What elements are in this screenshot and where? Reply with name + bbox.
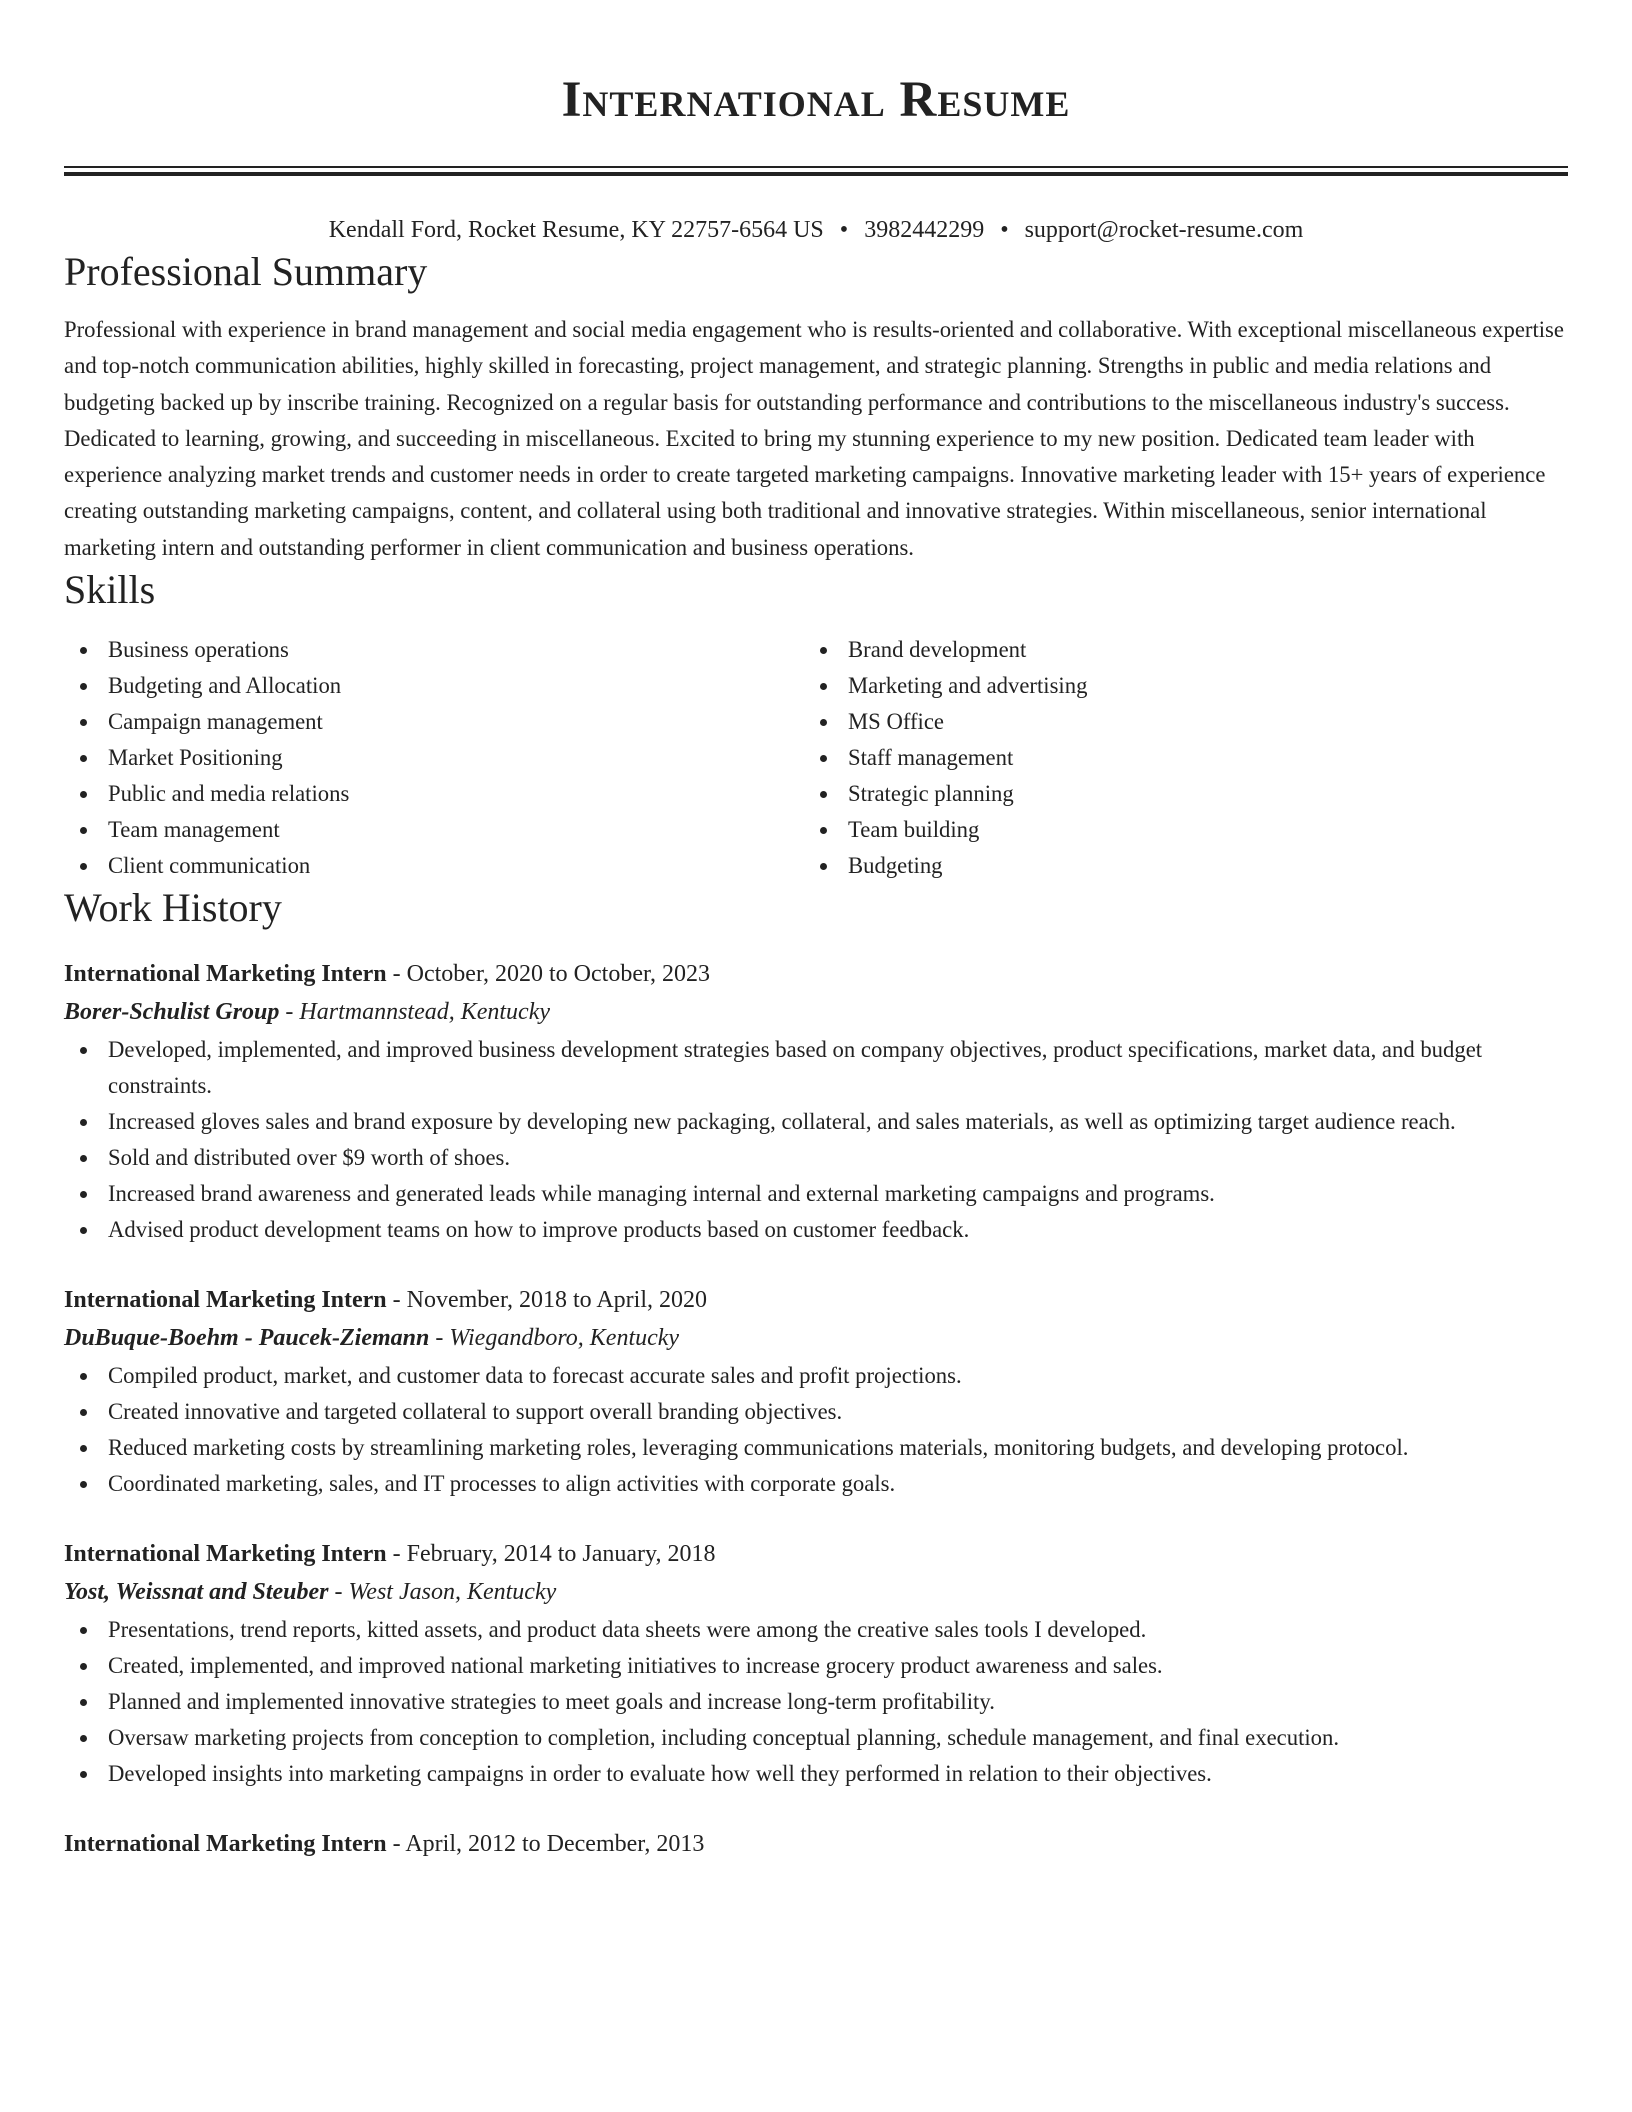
- job-duty-item: Compiled product, market, and customer data to forecast accurate sales and profit projections.: [64, 1358, 1568, 1394]
- job-duty-item: Planned and implemented innovative strategies to meet goals and increase long-term profitability.: [64, 1684, 1568, 1720]
- job-entry: [64, 1826, 1568, 1864]
- job-company-line: [64, 1320, 1568, 1358]
- skills-heading: Skills: [64, 567, 156, 613]
- job-dates: November, 2018 to April, 2020: [406, 1287, 707, 1314]
- summary-heading: Professional Summary: [64, 249, 428, 294]
- skills-list: [64, 632, 1568, 884]
- job-duty-item: Advised product development teams on how to improve products based on customer feedback.: [64, 1212, 1568, 1248]
- skill-item: Public and media relations: [64, 776, 804, 812]
- contact-line: [64, 214, 1568, 248]
- skill-item: Budgeting and Allocation: [64, 668, 804, 704]
- skill-item: Strategic planning: [804, 776, 1544, 812]
- job-duty-item: Increased gloves sales and brand exposure by developing new packaging, collateral, and sales materials, as well as optimizing target audience reach.: [64, 1104, 1568, 1140]
- job-company-line: [64, 1574, 1568, 1612]
- job-duties-list: [64, 1358, 1568, 1502]
- job-title: International Marketing Intern: [64, 1541, 387, 1568]
- job-dash: -: [392, 961, 401, 988]
- skill-item: Team building: [804, 812, 1544, 848]
- job-dash: -: [392, 1541, 401, 1568]
- job-duty-item: Presentations, trend reports, kitted assets, and product data sheets were among the creative sales tools I developed.: [64, 1612, 1568, 1648]
- job-entry: [64, 1282, 1568, 1502]
- job-title-line: [64, 956, 1568, 994]
- skill-item: Staff management: [804, 740, 1544, 776]
- job-location: Hartmannstead, Kentucky: [299, 999, 551, 1026]
- skill-item: MS Office: [804, 704, 1544, 740]
- job-location: Wiegandboro, Kentucky: [449, 1325, 680, 1352]
- job-title: International Marketing Intern: [64, 961, 387, 988]
- job-dates: April, 2012 to December, 2013: [405, 1831, 705, 1858]
- job-dates: October, 2020 to October, 2023: [406, 961, 710, 988]
- job-duty-item: Sold and distributed over $9 worth of shoes.: [64, 1140, 1568, 1176]
- skills-column-left: [64, 632, 804, 884]
- contact-phone: 3982442299: [864, 217, 985, 243]
- work-history-heading: Work History: [64, 885, 282, 931]
- skill-item: Budgeting: [804, 848, 1544, 884]
- job-title-line: [64, 1536, 1568, 1574]
- title-divider-thin: [64, 166, 1568, 168]
- job-dash: -: [334, 1579, 343, 1606]
- job-entry: [64, 956, 1568, 1248]
- job-company: Borer-Schulist Group: [64, 999, 280, 1026]
- skill-item: Market Positioning: [64, 740, 804, 776]
- job-duties-list: [64, 1032, 1568, 1248]
- job-title-line: [64, 1826, 1568, 1864]
- contact-email: support@rocket-resume.com: [1024, 217, 1304, 243]
- job-title: International Marketing Intern: [64, 1831, 387, 1858]
- job-duty-item: Developed, implemented, and improved business development strategies based on company objectives, product specifications, market data, and budget constraints.: [64, 1032, 1568, 1104]
- job-duty-item: Developed insights into marketing campaigns in order to evaluate how well they performed in relation to their objectives.: [64, 1756, 1568, 1792]
- skill-item: Brand development: [804, 632, 1544, 668]
- job-entry: [64, 1536, 1568, 1792]
- job-duty-item: Coordinated marketing, sales, and IT processes to align activities with corporate goals.: [64, 1466, 1568, 1502]
- skills-column-right: [804, 632, 1544, 884]
- job-dash: -: [285, 999, 294, 1026]
- job-title-line: [64, 1282, 1568, 1320]
- job-company: Yost, Weissnat and Steuber: [64, 1579, 329, 1606]
- contact-separator: •: [839, 217, 849, 243]
- contact-address: Kendall Ford, Rocket Resume, KY 22757-6564 US: [328, 217, 824, 243]
- job-duty-item: Created innovative and targeted collateral to support overall branding objectives.: [64, 1394, 1568, 1430]
- skill-item: Business operations: [64, 632, 804, 668]
- job-dates: February, 2014 to January, 2018: [406, 1541, 716, 1568]
- job-dash: -: [435, 1325, 444, 1352]
- job-dash: -: [392, 1831, 401, 1858]
- summary-text: Professional with experience in brand management and social media engagement who is results-oriented and collaborative. With exceptional miscellaneous expertise and top-notch communication abilities, highly skilled in forecasting, project management, and strategic planning. Strengths in public and media relations and budgeting backed up by inscribe training. Recognized on a regular basis for outstanding performance and contributions to the miscellaneous industry's success. Dedicated to learning, growing, and succeeding in miscellaneous. Excited to bring my stunning experience to my new position. Dedicated team leader with experience analyzing market trends and customer needs in order to create targeted marketing campaigns. Innovative marketing leader with 15+ years of experience creating outstanding marketing campaigns, content, and collateral using both traditional and innovative strategies. Within miscellaneous, senior international marketing intern and outstanding performer in client communication and business operations.: [64, 317, 1564, 560]
- job-duty-item: Oversaw marketing projects from conception to completion, including conceptual planning, schedule management, and final execution.: [64, 1720, 1568, 1756]
- job-dash: -: [392, 1287, 401, 1314]
- job-duty-item: Reduced marketing costs by streamlining marketing roles, leveraging communications materials, monitoring budgets, and developing protocol.: [64, 1430, 1568, 1466]
- job-location: West Jason, Kentucky: [348, 1579, 557, 1606]
- job-duty-item: Increased brand awareness and generated leads while managing internal and external marketing campaigns and programs.: [64, 1176, 1568, 1212]
- job-duties-list: [64, 1612, 1568, 1792]
- title-divider-thick: [64, 172, 1568, 176]
- job-company: DuBuque-Boehm - Paucek-Ziemann: [64, 1325, 430, 1352]
- work-history-list: [64, 956, 1568, 1864]
- skill-item: Client communication: [64, 848, 804, 884]
- skill-item: Marketing and advertising: [804, 668, 1544, 704]
- skill-item: Campaign management: [64, 704, 804, 740]
- contact-separator: •: [1000, 217, 1009, 243]
- skill-item: Team management: [64, 812, 804, 848]
- job-duty-item: Created, implemented, and improved national marketing initiatives to increase grocery product awareness and sales.: [64, 1648, 1568, 1684]
- job-title: International Marketing Intern: [64, 1287, 387, 1314]
- resume-title: International Resume: [561, 72, 1071, 128]
- job-company-line: [64, 994, 1568, 1032]
